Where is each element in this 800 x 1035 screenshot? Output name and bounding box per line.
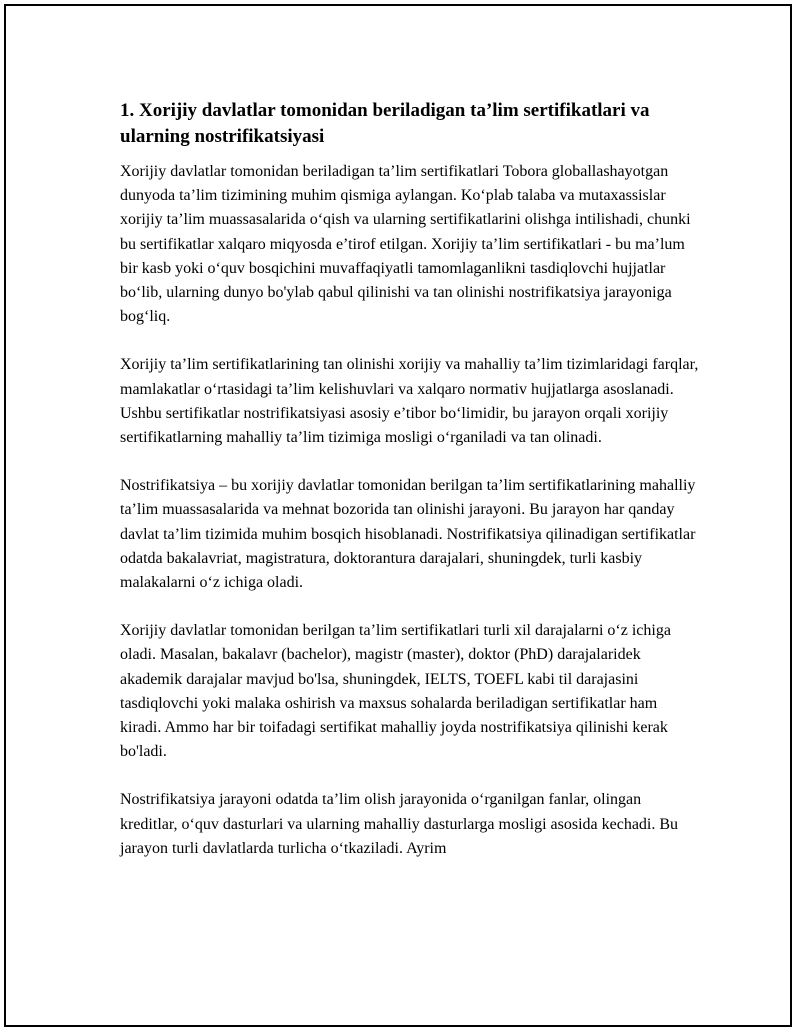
- document-body: [120, 98, 700, 885]
- paragraph-3: Nostrifikatsiya – bu xorijiy davlatlar tomonidan berilgan ta’lim sertifikatlarining mahalliy ta’lim muassasalarida va mehnat bozorida tan olinishi jarayoni. Bu jarayon har qanday davlat ta’lim tizimida muhim bosqich hisoblanadi. Nostrifikatsiya qilinadigan sertifikatlar odatda bakalavriat, magistratura, doktorantura darajalari, shuningdek, turli kasbiy malakalarni o‘z ichiga oladi.: [120, 477, 696, 592]
- document-page: [4, 4, 792, 1027]
- paragraph-4: Xorijiy davlatlar tomonidan berilgan ta’lim sertifikatlari turli xil darajalarni o‘z ichiga oladi. Masalan, bakalavr (bachelor), magistr (master), doktor (PhD) darajalaridek akademik darajalar mavjud bo'lsa, shuningdek, IELTS, TOEFL kabi til darajasini tasdiqlovchi yoki malaka oshirish va maxsus sohalarda beriladigan sertifikatlar ham kiradi. Ammo har bir toifadagi sertifikat mahalliy joyda nostrifikatsiya qilinishi kerak bo'ladi.: [120, 622, 671, 761]
- paragraph-2: Xorijiy ta’lim sertifikatlarining tan olinishi xorijiy va mahalliy ta’lim tizimlaridagi farqlar, mamlakatlar o‘rtasidagi ta’lim kelishuvlari va xalqaro normativ hujjatlarga asoslanadi. Ushbu sertifikatlar nostrifikatsiyasi asosiy e’tibor bo‘limidir, bu jarayon orqali xorijiy sertifikatlarning mahalliy ta’lim tizimiga mosligi o‘rganiladi va tan olinadi.: [120, 356, 699, 447]
- paragraph-1: Xorijiy davlatlar tomonidan beriladigan ta’lim sertifikatlari Tobora globallashayotgan dunyoda ta’lim tizimining muhim qismiga aylangan. Ko‘plab talaba va mutaxassislar xorijiy ta’lim muassasalarida o‘qish va ularning sertifikatlarini olishga intilishadi, chunki bu sertifikatlar xalqaro miqyosda e’tirof etilgan. Xorijiy ta’lim sertifikatlari - bu ma’lum bir kasb yoki o‘quv bosqichini muvaffaqiyatli tamomlaganlikni tasdiqlovchi hujjatlar bo‘lib, ularning dunyo bo'ylab qabul qilinishi va tan olinishi nostrifikatsiya jarayoniga bog‘liq.: [120, 163, 691, 326]
- paragraph-5: Nostrifikatsiya jarayoni odatda ta’lim olish jarayonida o‘rganilgan fanlar, olingan kreditlar, o‘quv dasturlari va ularning mahalliy dasturlarga mosligi asosida kechadi. Bu jarayon turli davlatlarda turlicha o‘tkaziladi. Ayrim: [120, 791, 679, 857]
- section-heading: 1. Xorijiy davlatlar tomonidan beriladigan ta’lim sertifikatlari va ularning nostrifikatsiyasi: [120, 100, 650, 147]
